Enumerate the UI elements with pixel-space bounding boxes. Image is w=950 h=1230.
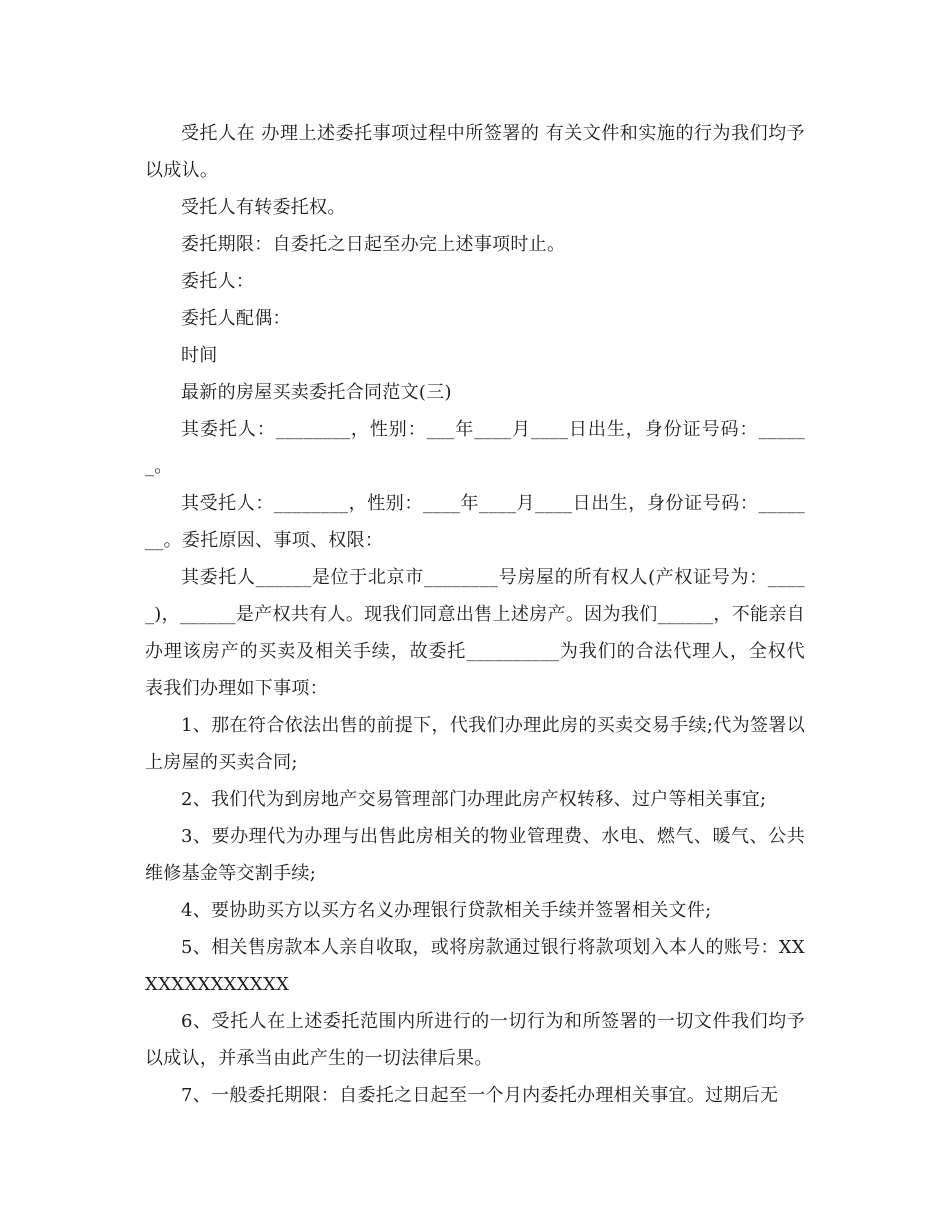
paragraph-term: 委托期限：自委托之日起至办完上述事项时止。 [181, 234, 566, 255]
paragraph-date: 时间 [181, 345, 218, 366]
paragraph-property-ownership: 其委托人______是位于北京市________号房屋的所有权人(产权证号为：_____)，______是产权共有人。现我们同意出售上述房产。因为我们______，不能亲自办理该房产的买卖及相关手续，故委托__________为我们的合法代理人，全权代表我们办理如下事项： [145, 567, 805, 699]
list-item-2: 2、我们代为到房地产交易管理部门办理此房产权转移、过户等相关事宜; [181, 789, 767, 810]
list-item-7: 7、一般委托期限：自委托之日起至一个月内委托办理相关事宜。过期后无 [181, 1085, 779, 1106]
list-item-4: 4、要协助买方以买方名义办理银行贷款相关手续并签署相关文件; [181, 900, 712, 921]
paragraph-ratification: 受托人在 办理上述委托事项过程中所签署的 有关文件和实施的行为我们均予以成认。 [145, 123, 805, 181]
paragraph-principal-info: 其委托人：________，性别：___年____月____日出生，身份证号码：______。 [145, 419, 805, 477]
list-item-1: 1、那在符合依法出售的前提下，代我们办理此房的买卖交易手续;代为签署以上房屋的买卖合同; [145, 715, 805, 773]
list-item-3: 3、要办理代为办理与出售此房相关的物业管理费、水电、燃气、暖气、公共维修基金等交割手续; [145, 826, 805, 884]
list-item-5: 5、相关售房款本人亲自收取，或将房款通过银行将款项划入本人的账号：XXXXXXXXXXXXX [145, 937, 805, 995]
paragraph-sub-delegation: 受托人有转委托权。 [181, 197, 346, 218]
section-title: 最新的房屋买卖委托合同范文(三) [181, 382, 452, 403]
paragraph-principal-signature: 委托人： [181, 271, 255, 292]
paragraph-spouse-signature: 委托人配偶： [181, 308, 291, 329]
list-item-6: 6、受托人在上述委托范围内所进行的一切行为和所签署的一切文件我们均予以成认，并承当由此产生的一切法律后果。 [145, 1011, 805, 1069]
paragraph-agent-info: 其受托人：________，性别：____年____月____日出生，身份证号码：_______。委托原因、事项、权限： [145, 493, 805, 551]
document-body [145, 115, 805, 1114]
